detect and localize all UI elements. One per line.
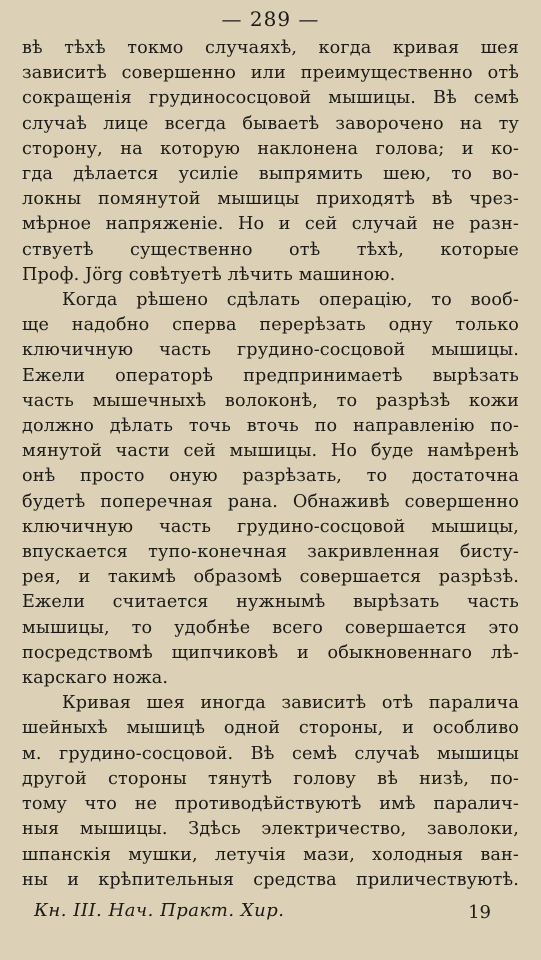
- text-line: будетѣ поперечная рана. Обнаживѣ совершенно: [22, 491, 519, 512]
- text-line: рея, и такимѣ образомѣ совершается разрѣзѣ.: [22, 567, 519, 588]
- text-line: впускается тупо-конечная закривленная бисту-: [22, 542, 519, 563]
- text-line: должно дѣлать точь вточь по направленію по-: [22, 416, 519, 437]
- text-line: часть мышечныхѣ волоконѣ, то разрѣзѣ кожи: [22, 390, 519, 411]
- text-line: случаѣ лице всегда бываетѣ заворочено на ту: [22, 113, 519, 134]
- text-line: м. грудино-сосцовой. Вѣ семѣ случаѣ мышицы: [22, 743, 519, 764]
- text-line: мянутой части сей мышицы. Но буде намѣренѣ: [22, 441, 519, 462]
- text-line: Ежели считается нужнымѣ вырѣзать часть: [22, 592, 519, 613]
- text-line: сокращенія грудинососцовой мышицы. Вѣ семѣ: [22, 88, 519, 109]
- text-line: шейныхѣ мышицѣ одной стороны, и особливо: [22, 718, 519, 739]
- text-line: посредствомѣ щипчиковѣ и обыкновеннаго лѣ-: [22, 642, 519, 663]
- text-line: шпанскія мушки, летучія мази, холодныя ван-: [22, 844, 519, 865]
- text-line: ны и крѣпительныя средства приличествуютѣ.: [22, 869, 519, 890]
- text-line: мѣрное напряженіе. Но и сей случай не разн-: [22, 214, 519, 235]
- text-line: гда дѣлается усиліе выпрямить шею, то во-: [22, 164, 519, 185]
- text-line: тому что не противодѣйствуютѣ имѣ паралич-: [22, 794, 519, 815]
- printer-signature: Кн. III. Нач. Практ. Хир.: [34, 900, 285, 921]
- text-line: сторону, на которую наклонена голова; и ко-: [22, 138, 519, 159]
- text-line: другой стороны тянутѣ голову вѣ низѣ, по-: [22, 768, 519, 789]
- page-footer: [0, 898, 541, 928]
- text-line: онѣ просто оную разрѣзать, то достаточна: [22, 466, 519, 487]
- text-line: вѣ тѣхѣ токмо случаяхѣ, когда кривая шея: [22, 38, 519, 58]
- text-line: мышицы, то удобнѣе всего совершается это: [22, 617, 519, 638]
- text-line: Кривая шея иногда зависитѣ отѣ паралича: [62, 693, 519, 714]
- text-line: локны помянутой мышицы приходятѣ вѣ чрез-: [22, 189, 519, 210]
- page-number: — 289 —: [221, 7, 320, 31]
- text-line: ключичную часть грудино-сосцовой мышицы.: [22, 340, 519, 361]
- text-line: ще надобно сперва перерѣзать одну только: [22, 315, 519, 336]
- text-line: ствуетѣ существенно отѣ тѣхѣ, которые: [22, 239, 519, 260]
- text-line: Когда рѣшено сдѣлать операцію, то вооб-: [62, 290, 519, 311]
- text-line: Проф. Jörg совѣтуетѣ лѣчить машиною.: [22, 264, 396, 285]
- sheet-number: 19: [468, 902, 491, 923]
- text-line: зависитѣ совершенно или преимущественно отѣ: [22, 63, 519, 84]
- text-line: карскаго ножа.: [22, 668, 169, 689]
- text-line: Ежели операторѣ предпринимаетѣ вырѣзать: [22, 365, 519, 386]
- body-text: [22, 36, 519, 893]
- text-line: ныя мышицы. Здѣсь электричество, заволоки,: [22, 819, 519, 840]
- text-line: ключичную часть грудино-сосцовой мышицы,: [22, 516, 519, 537]
